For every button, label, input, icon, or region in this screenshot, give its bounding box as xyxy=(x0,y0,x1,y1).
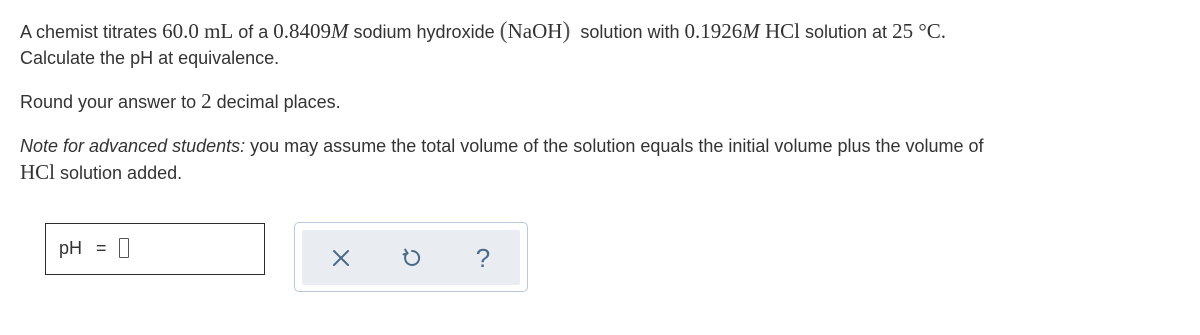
math-volume: 60.0 mL xyxy=(162,19,234,43)
note-text: you may assume the total volume of the solution equals the initial volume plus the volume of xyxy=(245,136,984,156)
problem-text: solution at xyxy=(800,22,893,42)
help-button[interactable] xyxy=(468,243,498,273)
toolbar-inner xyxy=(302,230,520,285)
math-molarity-unit: M xyxy=(742,19,760,43)
answer-box xyxy=(45,223,265,275)
math-formula-hcl: HCl xyxy=(759,19,800,43)
instruction-text: Round your answer to xyxy=(20,92,202,112)
math-concentration-hcl: 0.1926 xyxy=(684,19,743,43)
answer-toolbar xyxy=(294,222,528,292)
paren-close: ) xyxy=(562,18,571,44)
advanced-note xyxy=(20,133,1185,159)
note-label: Note for advanced students: xyxy=(20,136,246,156)
problem-statement xyxy=(20,18,1185,186)
math-decimal-places: 2 xyxy=(201,89,212,113)
advanced-note-line-2 xyxy=(20,159,1185,186)
undo-button[interactable] xyxy=(397,243,427,273)
math-concentration-naoh: 0.8409 xyxy=(273,19,332,43)
equals-sign: = xyxy=(96,238,107,258)
answer-label: pH xyxy=(59,238,83,258)
problem-text: A chemist titrates xyxy=(20,22,163,42)
close-icon xyxy=(332,249,350,267)
math-formula-hcl: HCl xyxy=(20,160,56,184)
clear-button[interactable] xyxy=(326,243,356,273)
problem-line-1 xyxy=(20,18,1185,45)
instruction-text: decimal places. xyxy=(211,92,341,112)
rounding-instruction xyxy=(20,88,1185,115)
math-molarity-unit: M xyxy=(331,19,349,43)
ph-answer-input[interactable] xyxy=(119,238,129,258)
help-icon: ? xyxy=(475,243,491,273)
undo-icon xyxy=(401,247,423,269)
problem-text: of a xyxy=(233,22,274,42)
problem-line-2: Calculate the pH at equivalence. xyxy=(20,48,280,68)
problem-text: solution with xyxy=(570,22,685,42)
note-text: solution added. xyxy=(55,163,183,183)
math-temperature: 25 °C. xyxy=(892,19,946,43)
problem-text: sodium hydroxide xyxy=(348,22,500,42)
math-formula-naoh: NaOH xyxy=(507,19,563,43)
paren-open: ( xyxy=(499,18,508,44)
